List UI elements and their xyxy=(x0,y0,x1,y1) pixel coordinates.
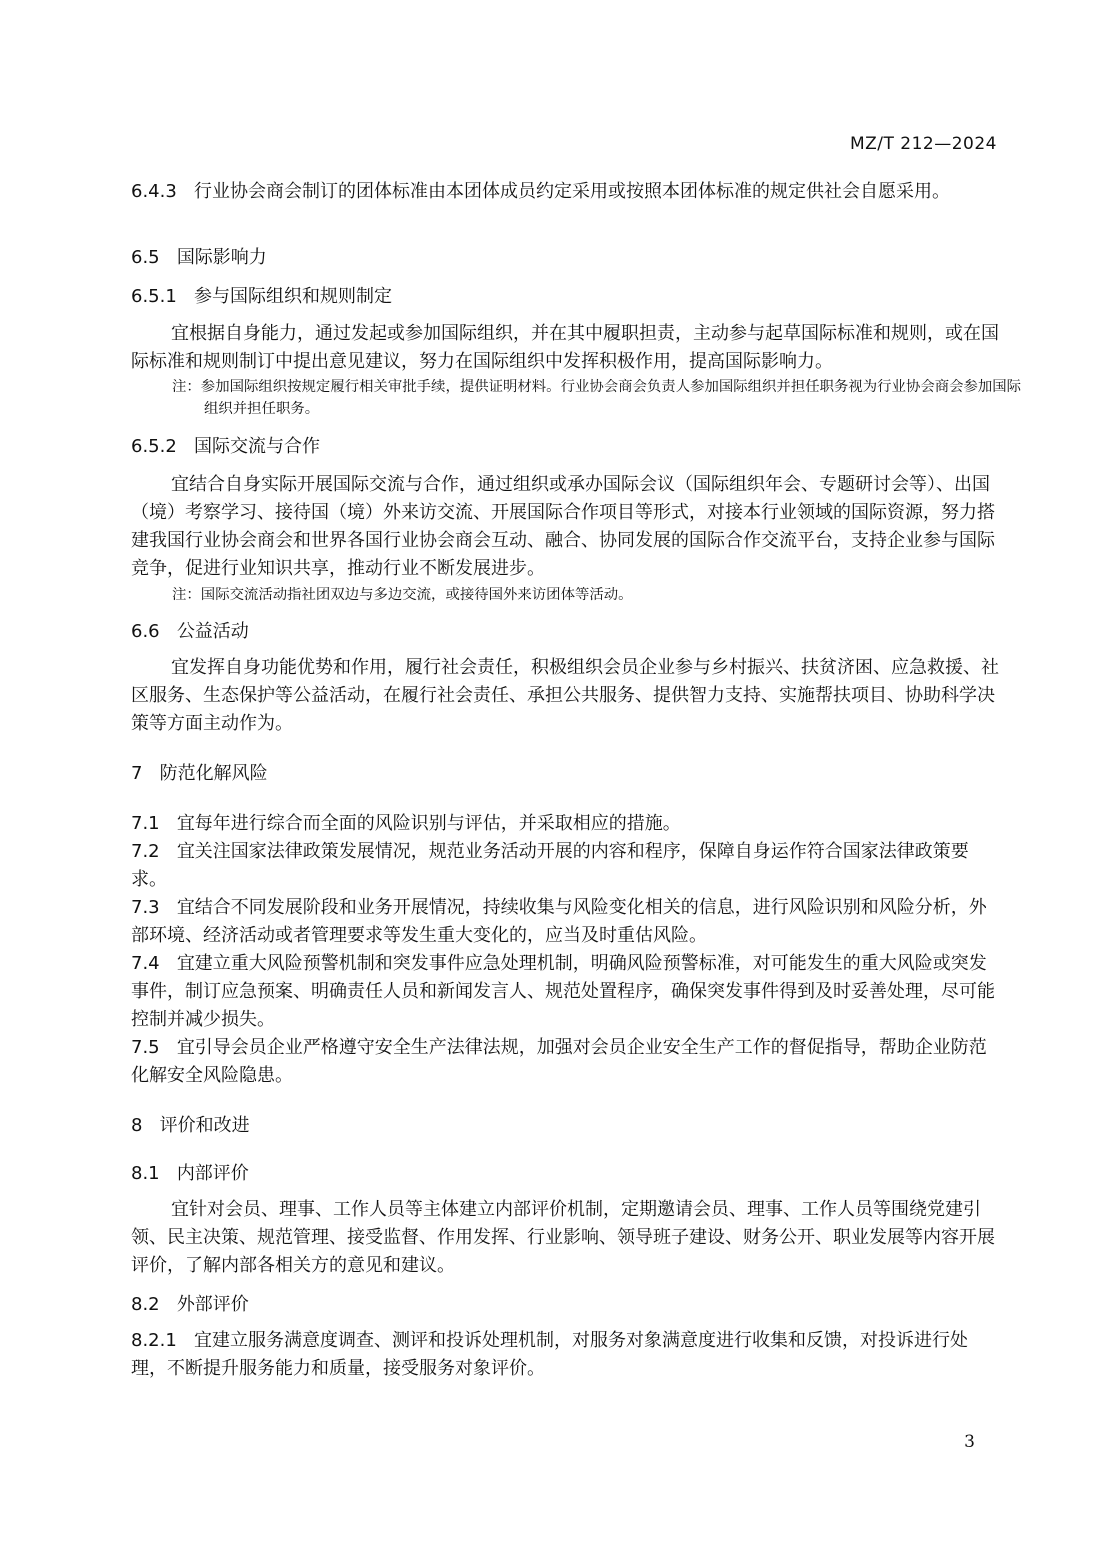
heading-8-1: 8.1 内部评价 xyxy=(131,1163,249,1184)
paragraph-6-5-2: 宜结合自身实际开展国际交流与合作，通过组织或承办国际会议（国际组织年会、专题研讨会等）、出国（境）考察学习、接待国（境）外来访交流、开展国际合作项目等形式，对接本行业领域的国际资源，努力搭建我国行业协会商会和世界各国行业协会商会互动、融合、协同发展的国际合作交流平台，支持企业参与国际竞争，促进行业知识共享，推动行业不断发展进步。 xyxy=(131,474,995,579)
heading-8: 8 评价和改进 xyxy=(131,1115,250,1136)
clause-7-3: 7.3 宜结合不同发展阶段和业务开展情况，持续收集与风险变化相关的信息，进行风险识别和风险分析，外部环境、经济活动或者管理要求等发生重大变化的，应当及时重估风险。 xyxy=(131,897,987,946)
clause-7-1: 7.1 宜每年进行综合而全面的风险识别与评估，并采取相应的措施。 xyxy=(131,813,681,834)
clause-7-2: 7.2 宜关注国家法律政策发展情况，规范业务活动开展的内容和程序，保障自身运作符合国家法律政策要求。 xyxy=(131,841,969,890)
heading-6-5-2: 6.5.2 国际交流与合作 xyxy=(131,436,320,457)
paragraph-6-6: 宜发挥自身功能优势和作用，履行社会责任，积极组织会员企业参与乡村振兴、扶贫济困、应急救援、社区服务、生态保护等公益活动，在履行社会责任、承担公共服务、提供智力支持、实施帮扶项目、协助科学决策等方面主动作为。 xyxy=(131,657,999,734)
clause-7-5: 7.5 宜引导会员企业严格遵守安全生产法律法规，加强对会员企业安全生产工作的督促指导，帮助企业防范化解安全风险隐患。 xyxy=(131,1037,987,1086)
clause-8-2-1: 8.2.1 宜建立服务满意度调查、测评和投诉处理机制，对服务对象满意度进行收集和反馈，对投诉进行处理，不断提升服务能力和质量，接受服务对象评价。 xyxy=(131,1330,968,1379)
standard-code-header: MZ/T 212—2024 xyxy=(849,134,997,154)
heading-6-5: 6.5 国际影响力 xyxy=(131,247,267,268)
clause-7-4: 7.4 宜建立重大风险预警机制和突发事件应急处理机制，明确风险预警标准，对可能发生的重大风险或突发事件，制订应急预案、明确责任人员和新闻发言人、规范处置程序，确保突发事件得到及时妥善处理，尽可能控制并减少损失。 xyxy=(131,953,995,1030)
heading-6-5-1: 6.5.1 参与国际组织和规则制定 xyxy=(131,286,392,307)
heading-8-2: 8.2 外部评价 xyxy=(131,1294,249,1315)
clause-6-4-3: 6.4.3 行业协会商会制订的团体标准由本团体成员约定采用或按照本团体标准的规定供社会自愿采用。 xyxy=(131,181,950,202)
page-number: 3 xyxy=(964,1432,975,1452)
paragraph-6-5-1: 宜根据自身能力，通过发起或参加国际组织，并在其中履职担责，主动参与起草国际标准和规则，或在国际标准和规则制订中提出意见建议，努力在国际组织中发挥积极作用，提高国际影响力。 xyxy=(131,323,999,372)
heading-7: 7 防范化解风险 xyxy=(131,763,268,784)
note-6-5-1: 注：参加国际组织按规定履行相关审批手续，提供证明材料。行业协会商会负责人参加国际组织并担任职务视为行业协会商会参加国际组织并担任职务。 xyxy=(172,379,1022,417)
heading-6-6: 6.6 公益活动 xyxy=(131,621,249,642)
note-6-5-2: 注：国际交流活动指社团双边与多边交流，或接待国外来访团体等活动。 xyxy=(172,587,633,603)
paragraph-8-1: 宜针对会员、理事、工作人员等主体建立内部评价机制，定期邀请会员、理事、工作人员等围绕党建引领、民主决策、规范管理、接受监督、作用发挥、行业影响、领导班子建设、财务公开、职业发展等内容开展评价，了解内部各相关方的意见和建议。 xyxy=(131,1199,995,1276)
